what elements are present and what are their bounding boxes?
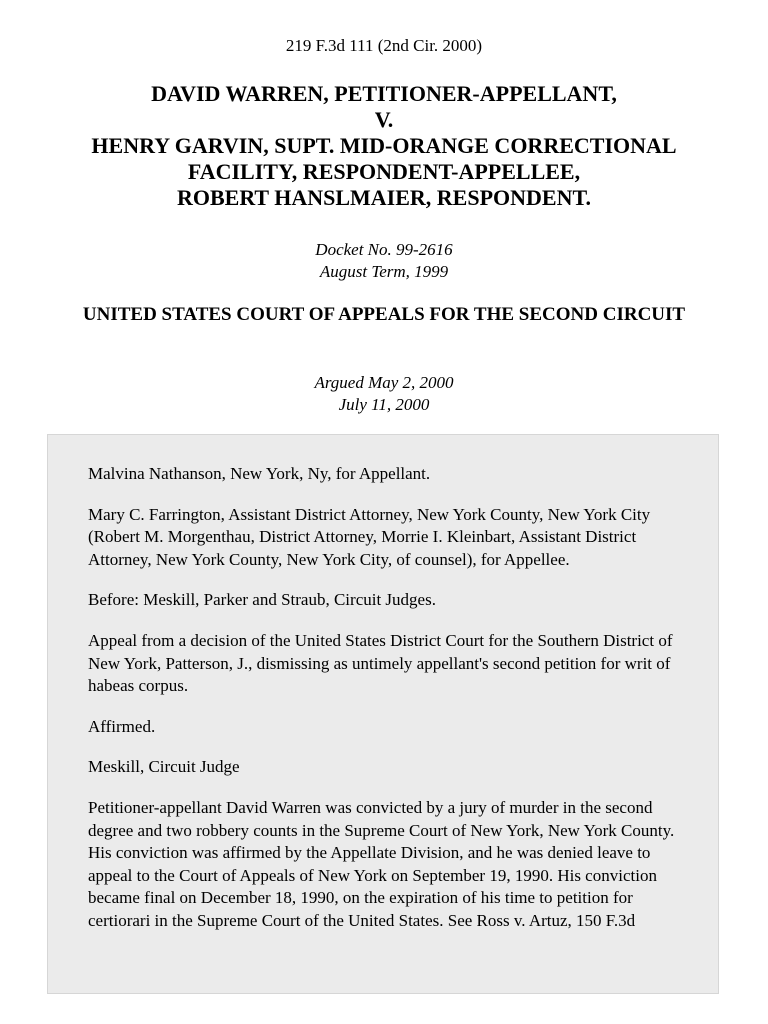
caption-line-respondent: ROBERT HANSLMAIER, RESPONDENT. — [176, 185, 592, 210]
counsel-appellant: Malvina Nathanson, New York, Ny, for Appellant. — [88, 464, 431, 483]
citation: 219 F.3d 111 (2nd Cir. 2000) — [285, 36, 483, 55]
opinion-author: Meskill, Circuit Judge — [88, 757, 240, 777]
opinion-panel — [47, 434, 719, 994]
case-caption — [0, 81, 768, 211]
docket-number: Docket No. 99-2616 — [315, 240, 453, 259]
panel-judges: Before: Meskill, Parker and Straub, Circuit Judges. — [88, 590, 436, 610]
caption-line-appellant: DAVID WARREN, PETITIONER-APPELLANT, — [151, 81, 617, 106]
argued-date: Argued May 2, 2000 — [314, 373, 454, 392]
caption-line-appellee-1: HENRY GARVIN, SUPT. MID-ORANGE CORRECTIONAL — [91, 133, 677, 158]
opinion-paragraph: Petitioner-appellant David Warren was convicted by a jury of murder in the second degree and two robbery counts in the Supreme Court of New York, New York County. His conviction was affirmed by the Appellate Division, and he was denied leave to appeal to the Court of Appeals of New York on September 19, 1990. His conviction became final on December 18, 1990, on the expiration of his time to petition for certiorari in the Supreme Court of the United States. See Ross v. Artuz, 150 F.3d — [88, 797, 675, 930]
case-dates — [0, 372, 768, 416]
appeal-summary: Appeal from a decision of the United States District Court for the Southern District of New York, Patterson, J., dismissing as untimely appellant's second petition for writ of habeas corpus. — [88, 630, 673, 696]
court-name: UNITED STATES COURT OF APPEALS FOR THE SECOND CIRCUIT — [82, 304, 686, 325]
counsel-appellee: Mary C. Farrington, Assistant District Attorney, New York County, New York City (Robert M. Morgenthau, District Attorney, Morrie I. Kleinbart, Assistant District Attorney, New York County, New York City, of counsel), for Appellee. — [88, 504, 651, 569]
court-term: August Term, 1999 — [319, 262, 449, 281]
decided-date: July 11, 2000 — [338, 395, 430, 414]
caption-line-appellee-2: FACILITY, RESPONDENT-APPELLEE, — [187, 159, 581, 184]
docket-info — [0, 239, 768, 283]
caption-line-versus: V. — [374, 107, 394, 132]
opinion-text — [88, 463, 688, 951]
disposition: Affirmed. — [88, 716, 156, 736]
